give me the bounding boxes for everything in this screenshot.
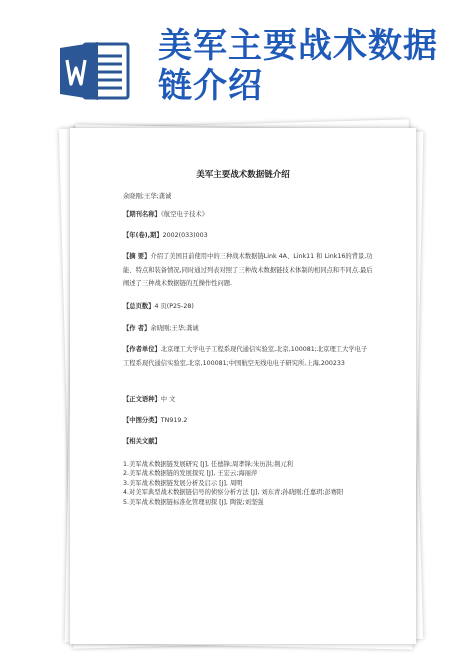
document-page xyxy=(70,128,416,644)
field-authors xyxy=(123,322,373,336)
field-label: 【总页数】 xyxy=(123,303,155,310)
list-item: 5.美军战术数据链标准化管理初探 [J], 陶锐;刘坚强 xyxy=(123,498,264,506)
field-label: 【期刊名称】 xyxy=(123,211,161,218)
field-language xyxy=(123,393,373,407)
list-item: 1.美军战术数据链发展研究 [J], 任德锋;周孝锋;朱历洪;荆元利 xyxy=(123,461,293,468)
field-journal xyxy=(123,208,373,222)
field-value: 北京理工大学电子工程系现代通信实验室,北京,100081;北京理工大学电子工程系现代通信实验室,北京,100081;中国航空无线电电子研究所,上海,200233 xyxy=(123,346,368,367)
field-label: 【作者单位】 xyxy=(123,346,161,353)
field-value: 《航空电子技术》 xyxy=(160,211,209,218)
field-label: 【中图分类】 xyxy=(123,417,161,424)
field-value: 余晓刚;王华;龚诚 xyxy=(150,325,199,332)
list-item: 3.美军战术数据链发展分析及启示 [J], 周明 xyxy=(123,479,243,487)
document-title: 美军主要战术数据链介绍 xyxy=(196,170,290,180)
field-volume xyxy=(123,229,373,243)
field-value: TN919.2 xyxy=(160,417,188,424)
field-label: 【正文语种】 xyxy=(123,396,161,403)
field-label: 【作 者】 xyxy=(123,325,151,332)
list-item: 4.对美军典型战术数据链信号的侦察分析方法 [J], 刘东青;孙晓刚;任嘉玥;彭赛阳 xyxy=(123,489,344,497)
field-value: 中 文 xyxy=(160,396,176,403)
field-value: 2002(033)003 xyxy=(162,232,208,239)
field-value: 介绍了美国目前使用中的三种战术数据链Link 4A、Link11 和 Link16的背景,功能、特点和装备情况,同时通过列表对照了三种战术数据链技术体制的相同点和不同点.最后阐述了三种战术数据链的互操作性问题. xyxy=(123,253,373,287)
field-label: 【相关文献】 xyxy=(123,438,161,445)
field-related xyxy=(123,435,373,449)
field-value: 4 页(P25-28) xyxy=(154,303,194,310)
word-document-icon xyxy=(60,40,132,102)
list-item: 2.美军战术数据链的发展探究 [J], 王宏云;海丽萍 xyxy=(123,470,258,478)
page-header xyxy=(0,0,474,112)
field-abstract xyxy=(123,250,373,291)
field-affiliation xyxy=(123,343,373,370)
field-label: 【年(卷),期】 xyxy=(123,232,163,239)
field-classification xyxy=(123,414,373,428)
authors-line: 余晓刚;王华;龚诚 xyxy=(123,193,172,200)
field-pages xyxy=(123,300,373,314)
page-headline: 美军主要战术数据链介绍 xyxy=(158,26,438,106)
field-label: 【摘 要】 xyxy=(123,253,151,260)
reference-list xyxy=(123,460,373,507)
